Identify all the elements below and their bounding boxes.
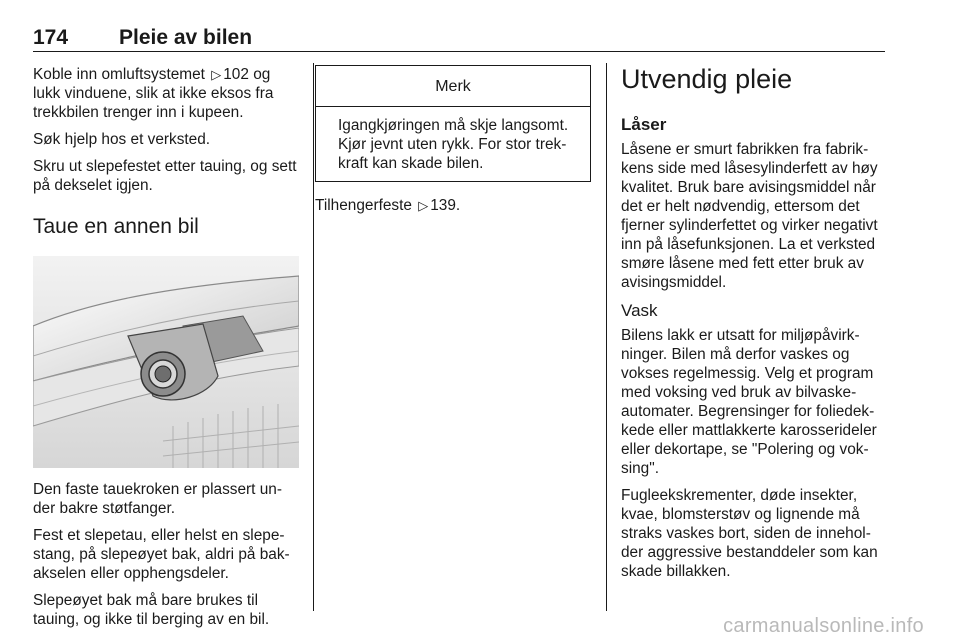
paragraph: Skru ut slepefestet etter tauing, og sett på dekselet igjen. <box>33 158 297 194</box>
paragraph: Bilens lakk er utsatt for miljøpåvirkninger. Bilen må derfor vaskes og vokses regelmessig. Velg et program med voksing ved bruk av bilvaskeautomater. Begrensinger for foliedekkede eller mattlakkerte karosserideler eller dekortape, se "Polering og voksing". <box>621 327 877 477</box>
paragraph: Koble inn omluftsystemet ▷ 102 og lukk vinduene, slik at ikke eksos fra trekkbilen trenger inn i kupeen. <box>33 66 274 121</box>
column-divider <box>313 63 314 611</box>
subsection-heading-wash: Vask <box>621 301 658 320</box>
note-text: Igangkjøringen må skje langsomt. Kjør jevnt uten rykk. For stor trekkraft kan skade bilen. <box>338 117 569 172</box>
paragraph: Slepeøyet bak må bare brukes til tauing, og ikke til berging av en bil. <box>33 592 270 628</box>
column-middle <box>315 65 591 223</box>
paragraph: Fest et slepetau, eller helst en slepestang, på slepeøyet bak, aldri på bakakselen eller opphengsdeler. <box>33 527 290 582</box>
triangle-right-icon: ▷ <box>211 67 222 82</box>
paragraph: Den faste tauekroken er plassert under bakre støtfanger. <box>33 481 282 517</box>
triangle-right-icon: ▷ <box>418 198 429 213</box>
tow-hook-drawing <box>33 256 299 468</box>
tow-hook-illustration <box>33 256 299 468</box>
paragraph: Låsene er smurt fabrikken fra fabrikkens side med låsesylinderfett av høy kvalitet. Bruk bare avisingsmiddel når det er helt nødvendig, ettersom det fjerner sylinderfettet og virker negativt inn på låsefunksjonen. La et verksted smøre låsene med fett etter bruk av avisingsmiddel. <box>621 141 878 291</box>
paragraph: Fugleekskrementer, døde insekter, kvae, blomsterstøv og lignende må straks vaskes bort, siden de inneholder aggressive bestanddeler som kan skade billakken. <box>621 487 878 580</box>
paragraph: Søk hjelp hos et verksted. <box>33 131 211 148</box>
column-divider <box>606 63 607 611</box>
header-rule <box>33 51 885 52</box>
page-header <box>33 26 885 52</box>
page-number: 174 <box>33 26 69 49</box>
note-body <box>316 107 590 181</box>
column-right <box>621 62 887 589</box>
note-box <box>315 65 591 182</box>
chapter-title: Utvendig pleie <box>621 64 793 94</box>
note-title: Merk <box>316 66 590 107</box>
page-reference[interactable]: 102 <box>223 66 249 83</box>
watermark: carmanualsonline.info <box>723 615 924 637</box>
section-heading: Taue en annen bil <box>33 215 199 238</box>
paragraph: Tilhengerfeste ▷ 139. <box>315 197 461 214</box>
page-reference[interactable]: 139. <box>430 197 461 214</box>
subsection-heading-locks: Låser <box>621 115 667 134</box>
page-title: Pleie av bilen <box>119 26 253 49</box>
column-left <box>33 65 299 637</box>
